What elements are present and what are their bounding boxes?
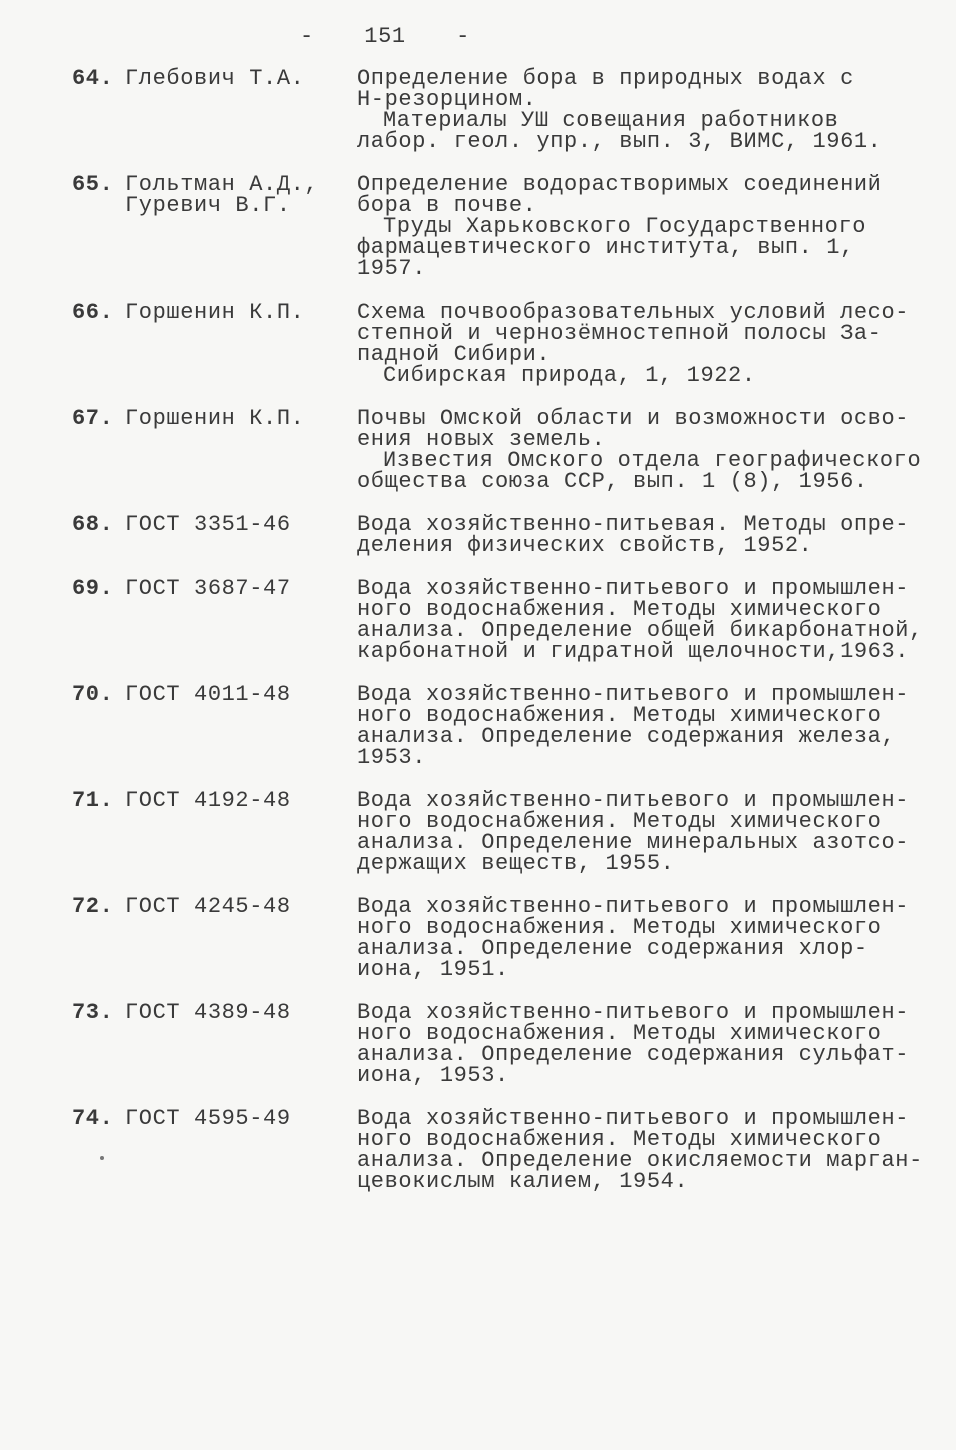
entry-title-line: Вода хозяйственно-питьевого и промышлен- xyxy=(357,576,910,601)
entry-title-line: степной и чернозёмностепной полосы За- xyxy=(357,321,882,346)
entry-description xyxy=(357,1106,923,1194)
entry-author xyxy=(125,896,350,917)
entry-description xyxy=(357,512,910,558)
entry-title-line: ного водоснабжения. Методы химического xyxy=(357,1127,882,1152)
entry-number: 74. xyxy=(72,1106,114,1131)
entry-number: 65. xyxy=(72,172,114,197)
entry-title-line: Вода хозяйственно-питьевая. Методы опре- xyxy=(357,512,910,537)
entry-source-line: общества союза ССР, вып. 1 (8), 1956. xyxy=(357,469,868,494)
entry-description xyxy=(357,788,910,876)
entry-author-line: ГОСТ 4389-48 xyxy=(125,1000,291,1025)
entry-author-line: Гольтман А.Д., xyxy=(125,172,319,197)
entry-description xyxy=(357,300,910,388)
entry-source-line: Материалы УШ совещания работников xyxy=(383,108,839,133)
entry-description xyxy=(357,68,897,152)
entry-number: 66. xyxy=(72,300,114,325)
entry-author-line: ГОСТ 4245-48 xyxy=(125,894,291,919)
entry-number: 68. xyxy=(72,512,114,537)
entry-source-line: Труды Харьковского Государственного xyxy=(383,214,867,239)
entry-author-line: Горшенин К.П. xyxy=(125,300,305,325)
entry-title-line: анализа. Определение минеральных азотсо- xyxy=(357,830,910,855)
entry-title-line: Н-резорцином. xyxy=(357,87,537,112)
entry-title-line: ного водоснабжения. Методы химического xyxy=(357,1021,882,1046)
entry-author xyxy=(125,1002,350,1023)
entry-author xyxy=(125,408,350,429)
ink-speck xyxy=(100,1156,104,1160)
entry-title-line: Вода хозяйственно-питьевого и промышлен- xyxy=(357,1000,910,1025)
entry-description xyxy=(357,1000,910,1088)
entry-title-line: анализа. Определение общей бикарбонатной, xyxy=(357,618,923,643)
page-number-left-dash: - xyxy=(300,24,314,49)
page-number xyxy=(300,26,470,47)
entry-author xyxy=(125,68,350,89)
entry-number: 69. xyxy=(72,576,114,601)
entry-title-line: Вода хозяйственно-питьевого и промышлен- xyxy=(357,788,910,813)
entry-title-line: цевокислым калием, 1954. xyxy=(357,1169,689,1194)
entry-title-line: Вода хозяйственно-питьевого и промышлен- xyxy=(357,894,910,919)
entry-title-line: Почвы Омской области и возможности осво- xyxy=(357,406,910,431)
entry-title-line: анализа. Определение окисляемости марган- xyxy=(357,1148,923,1173)
entry-author-line: ГОСТ 4595-49 xyxy=(125,1106,291,1131)
entry-number: 64. xyxy=(72,66,114,91)
entry-description xyxy=(357,174,897,279)
entry-title-line: анализа. Определение содержания хлор- xyxy=(357,936,868,961)
entry-number: 70. xyxy=(72,682,114,707)
entry-description xyxy=(357,682,910,770)
entry-number: 71. xyxy=(72,788,114,813)
entry-author xyxy=(125,1108,350,1129)
entry-author xyxy=(125,174,350,216)
entry-title-line: Определение бора в природных водах с xyxy=(357,66,854,91)
entry-author xyxy=(125,684,350,705)
entry-author-line: Гуревич В.Г. xyxy=(125,193,291,218)
entry-description xyxy=(357,576,923,664)
entry-title-line: 1953. xyxy=(357,745,427,770)
entry-author xyxy=(125,790,350,811)
entry-title-line: ного водоснабжения. Методы химического xyxy=(357,809,882,834)
entry-title-line: ного водоснабжения. Методы химического xyxy=(357,597,882,622)
entry-number: 73. xyxy=(72,1000,114,1025)
entry-author xyxy=(125,514,350,535)
entry-number: 67. xyxy=(72,406,114,431)
entry-title-line: деления физических свойств, 1952. xyxy=(357,533,813,558)
entry-title-line: ения новых земель. xyxy=(357,427,606,452)
entry-title-line: Схема почвообразовательных условий лесо- xyxy=(357,300,910,325)
entry-title-line: анализа. Определение содержания сульфат- xyxy=(357,1042,910,1067)
entry-title-line: Вода хозяйственно-питьевого и промышлен- xyxy=(357,1106,910,1131)
entry-title-line: иона, 1953. xyxy=(357,1063,509,1088)
entry-number: 72. xyxy=(72,894,114,919)
entry-author-line: Горшенин К.П. xyxy=(125,406,305,431)
entry-source-line: фармацевтического института, вып. 1, xyxy=(357,235,854,260)
entry-title-line: ного водоснабжения. Методы химического xyxy=(357,915,882,940)
entry-source-line: Известия Омского отдела географического xyxy=(383,448,922,473)
entry-title-line: иона, 1951. xyxy=(357,957,509,982)
entry-author-line: ГОСТ 3687-47 xyxy=(125,576,291,601)
entry-author-line: ГОСТ 4011-48 xyxy=(125,682,291,707)
entry-title-line: ного водоснабжения. Методы химического xyxy=(357,703,882,728)
entry-source-line: 1957. xyxy=(357,256,427,281)
entry-title-line: Вода хозяйственно-питьевого и промышлен- xyxy=(357,682,910,707)
entry-author xyxy=(125,302,350,323)
entry-description xyxy=(357,894,910,982)
entry-title-line: бора в почве. xyxy=(357,193,537,218)
entry-source-line: лабор. геол. упр., вып. 3, ВИМС, 1961. xyxy=(357,129,882,154)
entry-title-line: Определение водорастворимых соединений xyxy=(357,172,882,197)
entry-author-line: ГОСТ 3351-46 xyxy=(125,512,291,537)
entry-title-line: падной Сибири. xyxy=(357,342,551,367)
entry-author xyxy=(125,578,350,599)
page-number-value: 151 xyxy=(364,24,406,49)
entry-source-line: Сибирская природа, 1, 1922. xyxy=(383,363,756,388)
page-number-right-dash: - xyxy=(456,24,470,49)
entry-author-line: ГОСТ 4192-48 xyxy=(125,788,291,813)
entry-description xyxy=(357,406,922,494)
entry-title-line: держащих веществ, 1955. xyxy=(357,851,675,876)
entry-author-line: Глебович Т.А. xyxy=(125,66,305,91)
entry-title-line: анализа. Определение содержания железа, xyxy=(357,724,896,749)
entry-title-line: карбонатной и гидратной щелочности,1963. xyxy=(357,639,910,664)
